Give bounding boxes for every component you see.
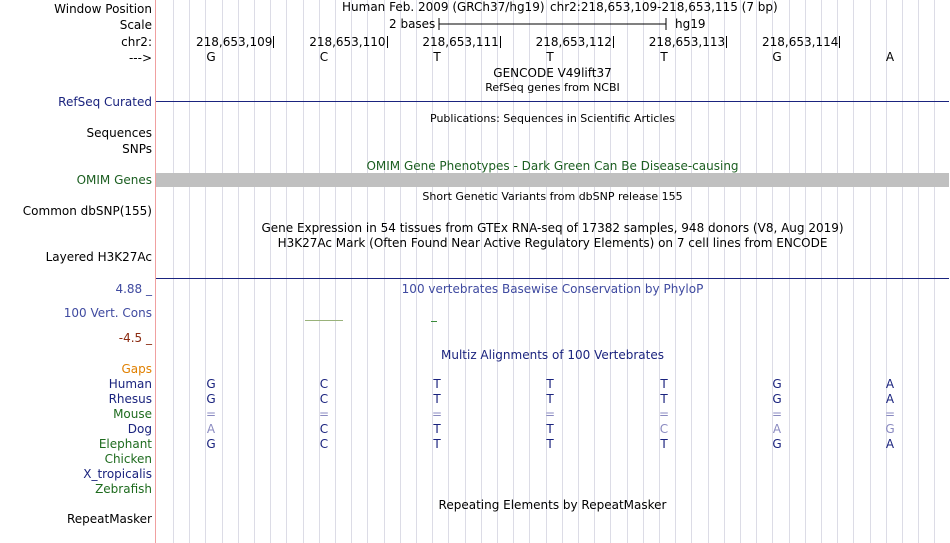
scale-text: 2 bases — [389, 17, 436, 31]
phylop-max-label: 4.88 _ — [115, 282, 152, 296]
coordinate-tick — [422, 35, 500, 49]
coordinate-label: 218,653,113 — [648, 35, 726, 49]
species-label[interactable]: X_tropicalis — [83, 467, 152, 481]
alignment-base: G — [206, 377, 216, 391]
multiz-title[interactable]: Multiz Alignments of 100 Vertebrates — [440, 348, 665, 362]
reference-base: G — [772, 50, 782, 64]
alignment-base: G — [885, 422, 895, 436]
assembly-text: Human Feb. 2009 (GRCh37/hg19) — [342, 0, 545, 14]
alignment-base: A — [885, 392, 895, 406]
phylop-signal-2 — [431, 321, 437, 322]
coordinate-label: 218,653,112 — [535, 35, 612, 49]
species-label[interactable]: Mouse — [113, 407, 152, 421]
phylop-min-label: -4.5 _ — [118, 331, 152, 345]
strand-label[interactable]: ---> — [128, 51, 152, 65]
refseq-track-line[interactable] — [156, 101, 949, 102]
refseq-subtitle[interactable]: RefSeq genes from NCBI — [485, 81, 620, 94]
coordinate-tick-mark — [613, 36, 614, 48]
h3k27ac-label[interactable]: Layered H3K27Ac — [45, 250, 152, 264]
alignment-base: = — [884, 407, 896, 421]
alignment-base: C — [659, 422, 669, 436]
gaps-label[interactable]: Gaps — [121, 362, 152, 376]
gtex-title[interactable]: Gene Expression in 54 tissues from GTEx RNA-seq of 17382 samples, 948 donors (V8, Aug 2019) — [261, 221, 844, 235]
alignment-base: = — [771, 407, 783, 421]
alignment-base: A — [772, 422, 782, 436]
scale-bar — [438, 16, 668, 32]
alignment-base: = — [431, 407, 443, 421]
phylop-title[interactable]: 100 vertebrates Basewise Conservation by PhyloP — [401, 282, 704, 296]
alignment-base: T — [660, 377, 668, 391]
alignment-base: = — [318, 407, 330, 421]
reference-base: C — [319, 50, 329, 64]
coordinate-tick-mark — [500, 36, 501, 48]
alignment-base: T — [660, 437, 668, 451]
reference-base: A — [885, 50, 895, 64]
alignment-base: G — [206, 392, 216, 406]
alignment-base: T — [433, 392, 441, 406]
alignment-base: = — [658, 407, 670, 421]
coordinate-tick-mark — [387, 36, 388, 48]
alignment-base: T — [546, 422, 554, 436]
coordinate-label: 218,653,110 — [309, 35, 386, 49]
repeatmasker-label[interactable]: RepeatMasker — [66, 512, 152, 526]
alignment-base: T — [433, 437, 441, 451]
coordinate-tick-mark — [839, 36, 840, 48]
alignment-base: C — [319, 437, 329, 451]
species-label[interactable]: Elephant — [98, 437, 152, 451]
omim-track-bar[interactable] — [156, 173, 949, 187]
alignment-base: G — [772, 437, 782, 451]
coordinate-label: 218,653,109 — [196, 35, 273, 49]
alignment-base: G — [206, 437, 216, 451]
coordinate-tick — [536, 35, 614, 49]
coordinate-tick — [309, 35, 387, 49]
coordinate-label: 218,653,114 — [762, 35, 839, 49]
h3k27ac-title[interactable]: H3K27Ac Mark (Often Found Near Active Regulatory Elements) on 7 cell lines from ENCODE — [277, 236, 828, 250]
coordinate-tick-mark — [273, 36, 274, 48]
position-text: chr2:218,653,109-218,653,115 (7 bp) — [550, 0, 778, 14]
snps-label[interactable]: SNPs — [122, 142, 152, 156]
coordinate-tick — [762, 35, 840, 49]
alignment-base: A — [885, 437, 895, 451]
species-label[interactable]: Zebrafish — [95, 482, 152, 496]
alignment-base: T — [546, 392, 554, 406]
sequences-label[interactable]: Sequences — [86, 126, 152, 140]
species-label[interactable]: Human — [108, 377, 152, 391]
coordinate-label: 218,653,111 — [422, 35, 499, 49]
alignment-base: = — [205, 407, 217, 421]
alignment-base: T — [433, 377, 441, 391]
scale-label: Scale — [119, 18, 152, 32]
h3k27ac-track-line[interactable] — [156, 278, 949, 279]
alignment-base: = — [544, 407, 556, 421]
coordinate-tick — [649, 35, 727, 49]
repeatmasker-title[interactable]: Repeating Elements by RepeatMasker — [438, 498, 667, 512]
chrom-label: chr2: — [121, 35, 152, 49]
coordinate-tick-mark — [726, 36, 727, 48]
phylop-signal-1 — [305, 320, 343, 321]
reference-base: T — [546, 50, 554, 64]
dbsnp-label[interactable]: Common dbSNP(155) — [22, 204, 152, 218]
reference-base: G — [206, 50, 216, 64]
gencode-title[interactable]: GENCODE V49lift37 — [493, 66, 612, 80]
alignment-base: T — [433, 422, 441, 436]
assembly-short: hg19 — [675, 17, 706, 31]
reference-base: T — [433, 50, 441, 64]
alignment-base: C — [319, 377, 329, 391]
dbsnp-title[interactable]: Short Genetic Variants from dbSNP release 155 — [422, 190, 683, 203]
alignment-base: C — [319, 422, 329, 436]
species-label[interactable]: Dog — [127, 422, 152, 436]
alignment-base: A — [206, 422, 216, 436]
alignment-base: T — [546, 377, 554, 391]
alignment-base: A — [885, 377, 895, 391]
reference-base: T — [660, 50, 668, 64]
publications-title[interactable]: Publications: Sequences in Scientific Articles — [430, 112, 675, 125]
window-position-label: Window Position — [54, 2, 152, 16]
alignment-base: C — [319, 392, 329, 406]
omim-title[interactable]: OMIM Gene Phenotypes - Dark Green Can Be Disease-causing — [366, 159, 739, 173]
species-label[interactable]: Chicken — [104, 452, 152, 466]
omim-genes-label[interactable]: OMIM Genes — [76, 173, 152, 187]
species-label[interactable]: Rhesus — [108, 392, 152, 406]
alignment-base: G — [772, 392, 782, 406]
alignment-base: T — [660, 392, 668, 406]
alignment-base: G — [772, 377, 782, 391]
alignment-base: T — [546, 437, 554, 451]
refseq-curated-label[interactable]: RefSeq Curated — [58, 95, 152, 109]
coordinate-tick — [196, 35, 274, 49]
phylop-label[interactable]: 100 Vert. Cons — [63, 306, 152, 320]
